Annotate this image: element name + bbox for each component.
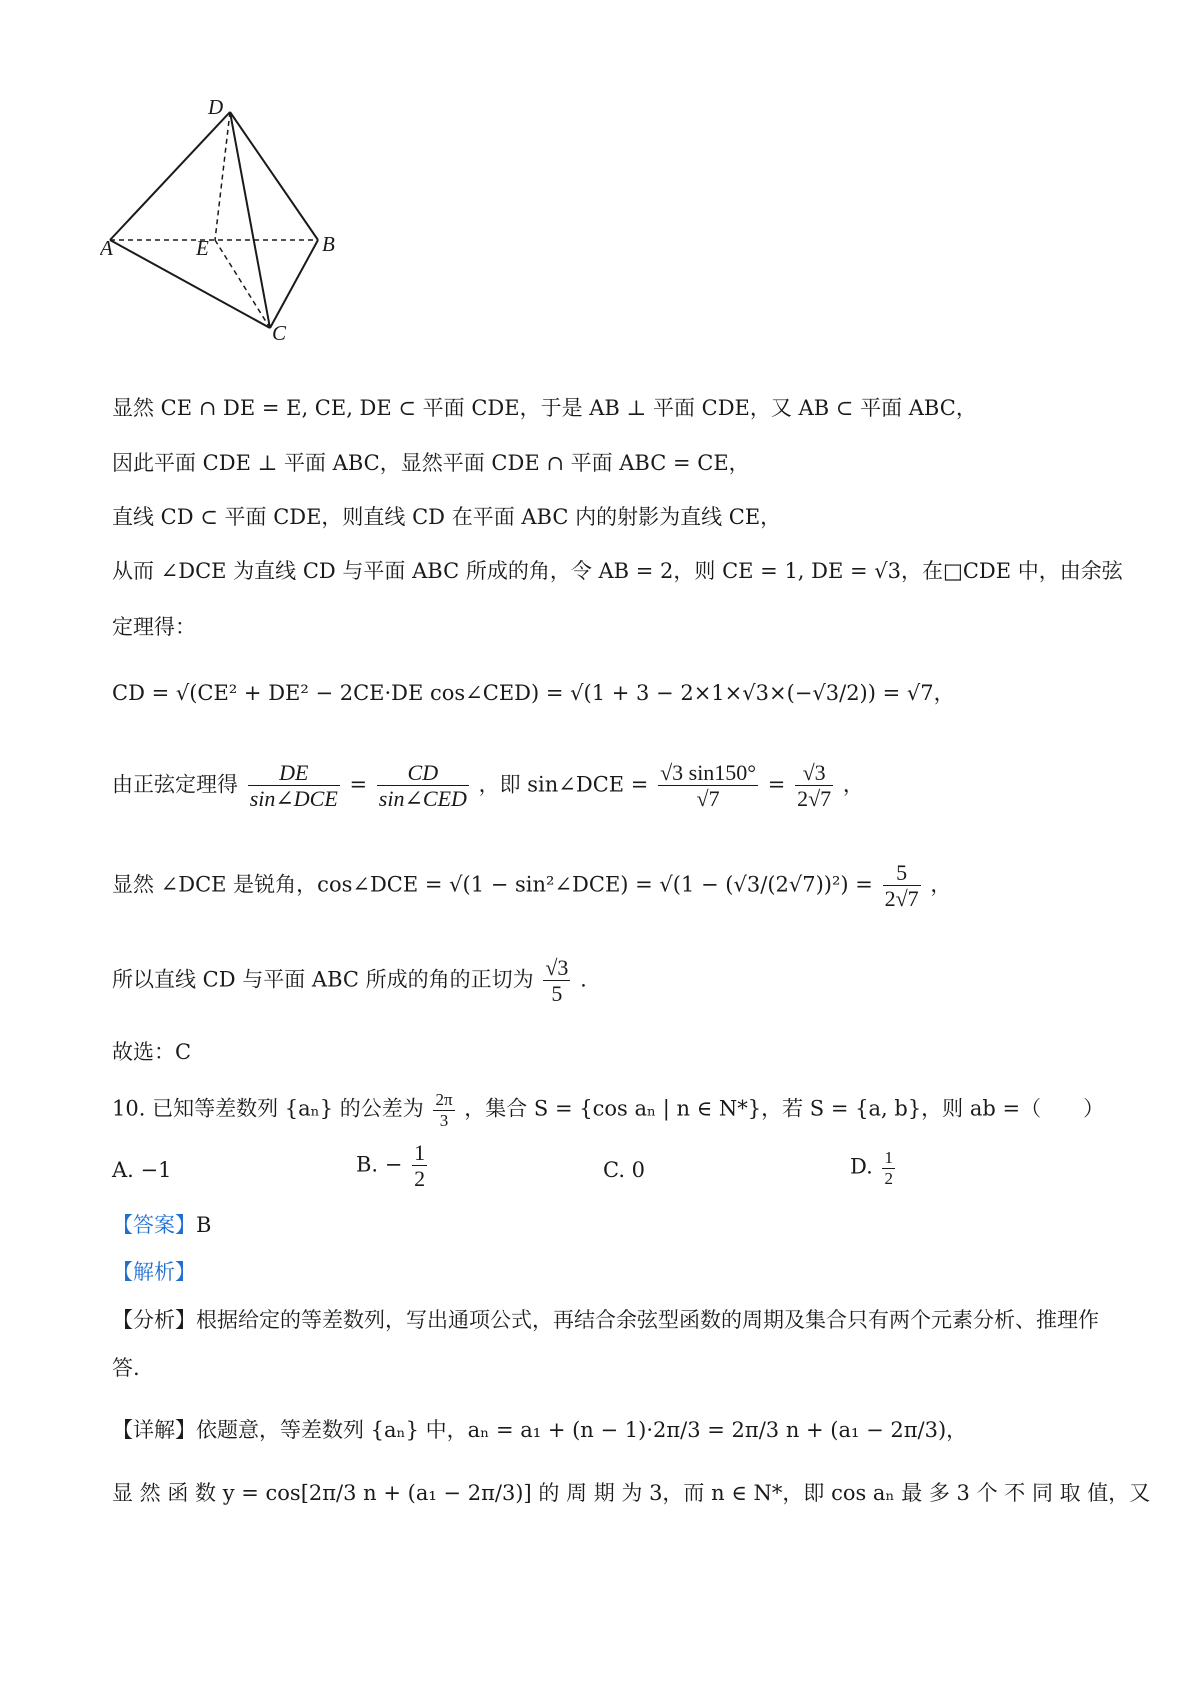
detail-tag: 【详解】 [112,1418,196,1442]
detail-line-1: 【详解】依题意，等差数列 {aₙ} 中，aₙ = a₁ + (n − 1)·2π/3 = 2π/3 n + (a₁ − 2π/3)， [112,1418,968,1442]
answer-tag: 【答案】 [112,1213,196,1237]
frac-5-over-2sqrt7: $\frac{5}{2√7}$ [884,860,919,912]
formula-cos-dce: 显然 ∠DCE 是锐角，cos∠DCE = √(1 − sin²∠DCE) = √(1 − (√3/(2√7))²) = $\frac{5}{2√7}$ ， [112,860,952,912]
choice-line: 故选：C [112,1040,192,1064]
question-10-stem: 10. 已知等差数列 {aₙ} 的公差为 $\frac{2\pi}{3}$ ，集合 S = {cos aₙ | n ∈ N*}，若 S = {a, b}，则 ab =（ ） [112,1090,1105,1130]
edge-da [110,112,230,240]
option-c: C. 0 [603,1158,646,1182]
text-line-5: 定理得： [112,615,196,639]
edge-ac [110,240,270,328]
fenxi-line-2: 答. [112,1356,140,1380]
frac-sqrt3-over-2sqrt7: $\frac{√3}{2√7}$ [797,760,832,812]
frac-sin150: $\frac{√3 \sin 150^\circ}{√7}$ [660,760,757,812]
tetrahedron-figure [100,100,360,370]
option-d: D. $\frac{1}{2}$ [850,1148,893,1188]
label-e: E [196,236,209,260]
conclusion-line: 所以直线 CD 与平面 ABC 所成的角的正切为 $\frac{√3}{5}$ . [112,955,587,1007]
frac-de-over-sin: $\frac{DE}{\text{sin∠DCE}}$ [249,760,338,812]
analysis-tag-line [112,1262,196,1283]
edge-de-hidden [215,112,230,240]
answer-value: B [196,1213,212,1237]
label-b: B [322,232,335,256]
label-a: A [100,236,113,260]
fenxi-tag: 【分析】 [112,1308,196,1332]
text-line-4: 从而 ∠DCE 为直线 CD 与平面 ABC 所成的角，令 AB = 2，则 CE = 1, DE = √3，在□CDE 中，由余弦 [112,559,1123,583]
edge-db [230,112,318,240]
frac-sqrt3-over-5: $\frac{√3}{5}$ [545,955,569,1007]
analysis-tag: 【解析】 [112,1260,196,1284]
text-line-3: 直线 CD ⊂ 平面 CDE，则直线 CD 在平面 ABC 内的射影为直线 CE， [112,505,782,529]
label-c: C [272,321,287,345]
option-b: B. − $\frac{1}{2}$ [356,1140,426,1192]
frac-2pi-over-3: $\frac{2\pi}{3}$ [435,1090,453,1130]
fenxi-line: 【分析】根据给定的等差数列，写出通项公式，再结合余弦型函数的周期及集合只有两个元素分析、推理作 [112,1308,1099,1332]
label-d: D [208,100,224,119]
frac-cd-over-sin: $\frac{CD}{\text{sin∠CED}}$ [378,760,467,812]
answer-line [112,1215,211,1236]
text-line-1: 显然 CE ∩ DE = E, CE, DE ⊂ 平面 CDE，于是 AB ⊥ 平面 CDE，又 AB ⊂ 平面 ABC， [112,396,977,420]
detail-line-2: 显 然 函 数 y = cos[2π/3 n + (a₁ − 2π/3)] 的 周 期 为 3，而 n ∈ N*，即 cos aₙ 最 多 3 个 不 同 取 值，又 [112,1481,1151,1505]
formula-sine-rule: 由正弦定理得 $\frac{DE}{\text{sin∠DCE}}$ = $\frac{CD}{\text{sin∠CED}}$ ，即 sin∠DCE = $\frac{√3 \sin 150^\circ}{√7}$ = $\frac{√3}{2√7}$ ， [112,760,864,812]
edge-bc [270,240,318,328]
option-a: A. −1 [112,1158,172,1182]
text-line-2: 因此平面 CDE ⊥ 平面 ABC，显然平面 CDE ∩ 平面 ABC = CE， [112,451,750,475]
formula-cd-cosine: CD = √(CE² + DE² − 2CE·DE cos∠CED) = √(1 + 3 − 2×1×√3×(−√3/2)) = √7， [112,681,955,705]
